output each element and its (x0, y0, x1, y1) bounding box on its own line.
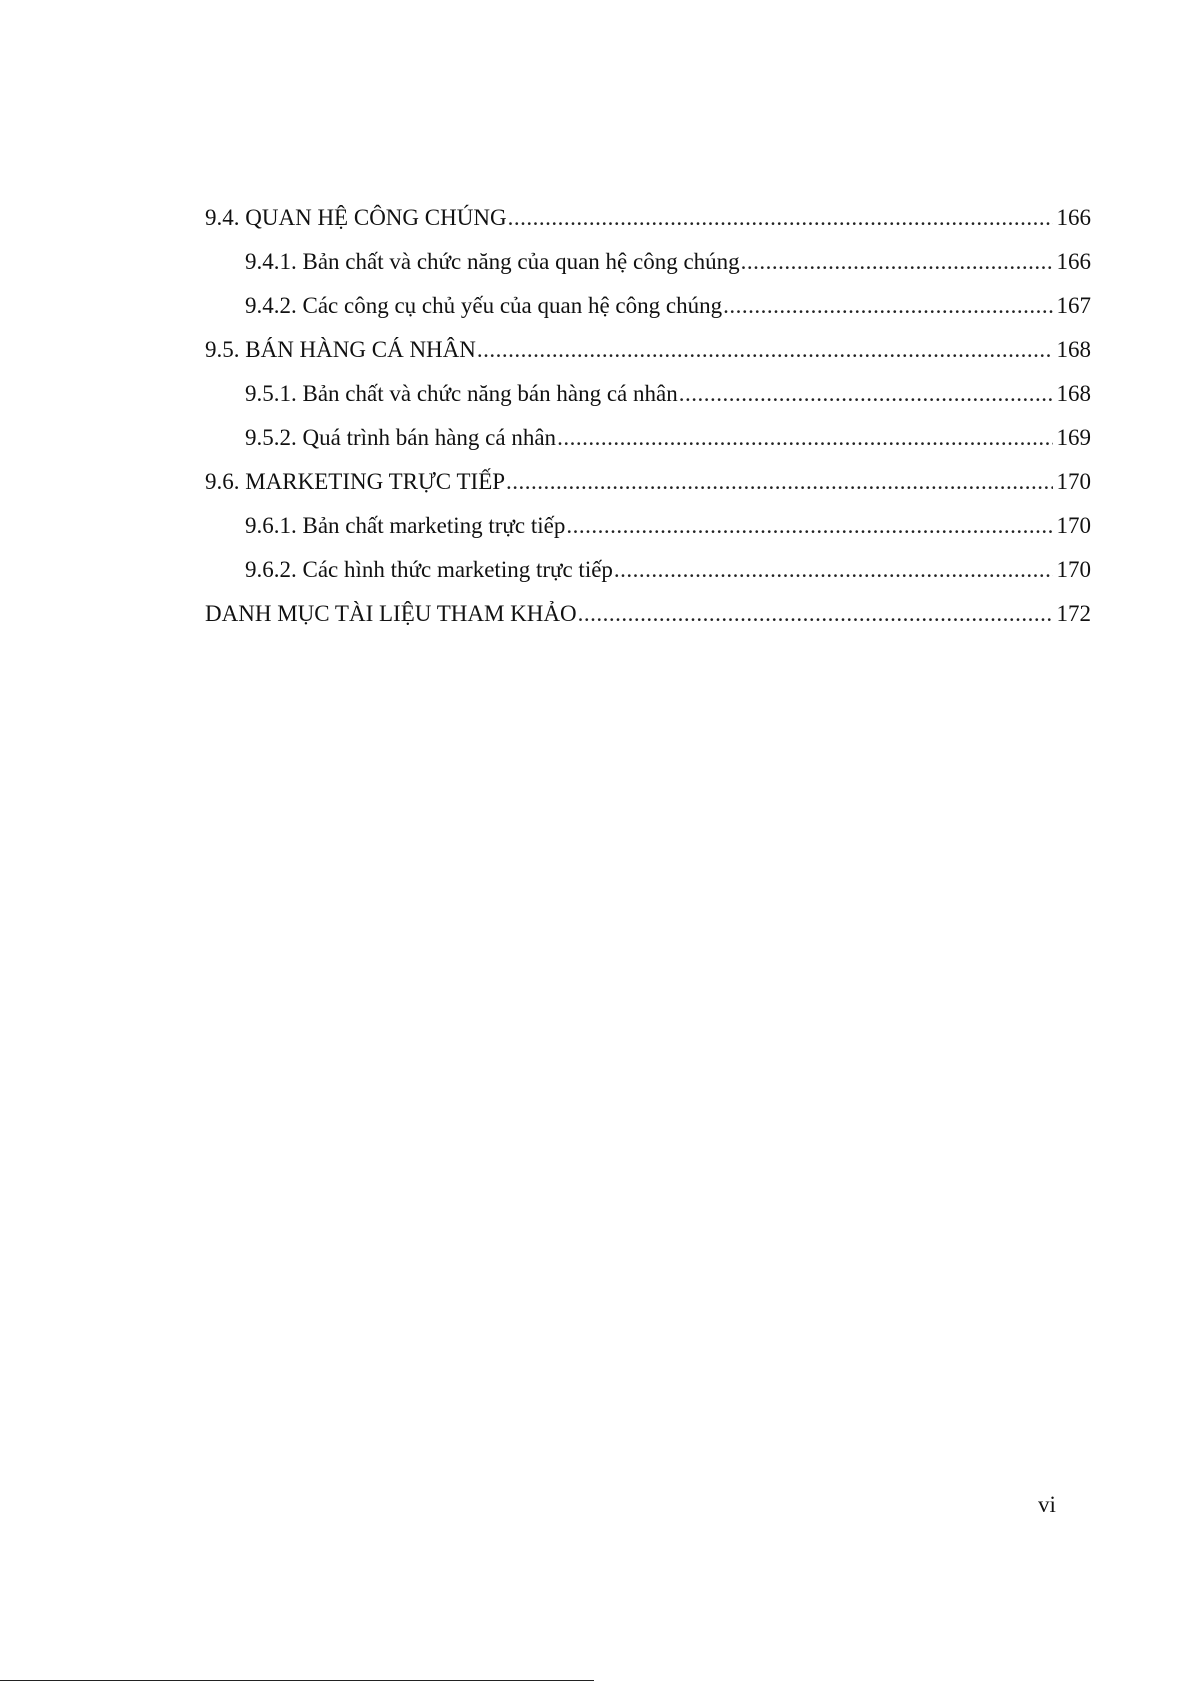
toc-entry-title: 9.4.2. Các công cụ chủ yếu của quan hệ công chúng (245, 293, 723, 318)
toc-entry-9-4-2[interactable] (205, 284, 1091, 328)
toc-dot-leader (741, 240, 1053, 284)
toc-entry-references[interactable] (205, 592, 1091, 636)
toc-entry-title: DANH MỤC TÀI LIỆU THAM KHẢO (205, 601, 577, 626)
toc-entry-page: 170 (1056, 513, 1091, 538)
toc-entry-page: 169 (1056, 425, 1091, 450)
toc-dot-leader (557, 416, 1052, 460)
toc-dot-leader (578, 592, 1053, 636)
toc-entry-9-4-1[interactable] (205, 240, 1091, 284)
toc-dot-leader (566, 504, 1052, 548)
toc-entry-page: 168 (1056, 337, 1091, 362)
toc-entry-page: 167 (1056, 293, 1091, 318)
page-number: vi (1038, 1492, 1056, 1517)
toc-entry-page: 172 (1056, 601, 1091, 626)
footnote-separator (0, 1680, 594, 1681)
toc-dot-leader (679, 372, 1053, 416)
toc-entry-title: 9.6. MARKETING TRỰC TIẾP (205, 469, 506, 494)
toc-entry-page: 166 (1056, 249, 1091, 274)
toc-entry-title: 9.5.2. Quá trình bán hàng cá nhân (245, 425, 557, 450)
toc-entry-page: 170 (1056, 469, 1091, 494)
toc-entry-9-5-2[interactable] (205, 416, 1091, 460)
toc-dot-leader (614, 548, 1053, 592)
toc-entry-page: 168 (1056, 381, 1091, 406)
toc-entry-title: 9.6.2. Các hình thức marketing trực tiếp (245, 557, 613, 582)
toc-entry-page: 166 (1056, 205, 1091, 230)
table-of-contents (205, 196, 1091, 636)
toc-entry-title: 9.4.1. Bản chất và chức năng của quan hệ công chúng (245, 249, 740, 274)
toc-entry-title: 9.5. BÁN HÀNG CÁ NHÂN (205, 337, 476, 362)
toc-dot-leader (506, 460, 1052, 504)
toc-entry-9-5-1[interactable] (205, 372, 1091, 416)
toc-dot-leader (508, 196, 1053, 240)
toc-dot-leader (477, 328, 1053, 372)
toc-entry-title: 9.4. QUAN HỆ CÔNG CHÚNG (205, 205, 507, 230)
toc-entry-9-6-2[interactable] (205, 548, 1091, 592)
toc-entry-9-6[interactable] (205, 460, 1091, 504)
toc-entry-title: 9.6.1. Bản chất marketing trực tiếp (245, 513, 566, 538)
toc-entry-title: 9.5.1. Bản chất và chức năng bán hàng cá nhân (245, 381, 678, 406)
toc-entry-page: 170 (1056, 557, 1091, 582)
toc-dot-leader (723, 284, 1052, 328)
toc-entry-9-5[interactable] (205, 328, 1091, 372)
toc-entry-9-6-1[interactable] (205, 504, 1091, 548)
toc-entry-9-4[interactable] (205, 196, 1091, 240)
